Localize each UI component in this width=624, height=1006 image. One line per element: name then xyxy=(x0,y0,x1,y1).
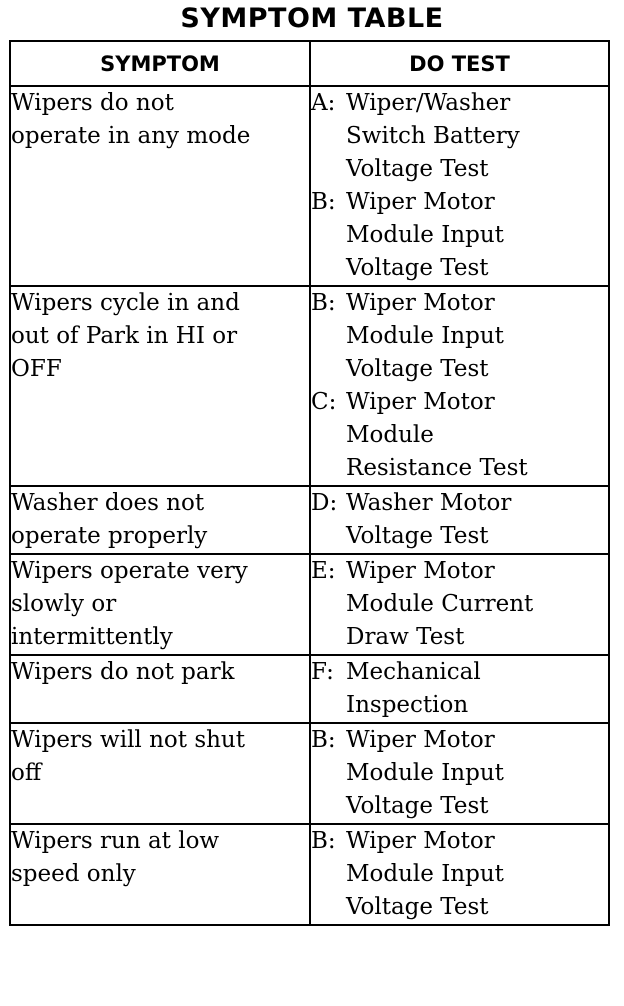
table-row xyxy=(10,486,609,554)
test-letter: A: xyxy=(311,90,336,116)
test-letter: B: xyxy=(311,828,336,854)
table-row xyxy=(10,655,609,723)
test-letter: B: xyxy=(311,290,336,316)
table-body xyxy=(10,86,609,925)
column-header-do-test: DO TEST xyxy=(310,41,609,86)
do-test-cell xyxy=(310,655,609,723)
symptom-cell xyxy=(10,486,310,554)
symptom-cell xyxy=(10,723,310,824)
test-name: Wiper Motor Module Current Draw Test xyxy=(346,558,534,650)
test-letter: D: xyxy=(311,490,338,516)
test-name: Wiper Motor Module Input Voltage Test xyxy=(346,189,504,281)
test-item xyxy=(311,656,608,722)
table-title: SYMPTOM TABLE xyxy=(180,3,444,34)
test-name: Wiper Motor Module Input Voltage Test xyxy=(346,290,504,382)
test-item xyxy=(311,724,608,823)
test-name: Mechanical Inspection xyxy=(346,659,481,718)
symptom-text: Wipers run at low speed only xyxy=(11,828,220,887)
symptom-cell xyxy=(10,655,310,723)
symptom-text: Wipers do not operate in any mode xyxy=(11,90,251,149)
do-test-cell xyxy=(310,723,609,824)
symptom-text: Wipers cycle in and out of Park in HI or OFF xyxy=(11,290,240,382)
test-letter: B: xyxy=(311,189,336,215)
test-item xyxy=(311,186,608,285)
do-test-cell xyxy=(310,554,609,655)
test-letter: F: xyxy=(311,659,334,685)
symptom-text: Washer does not operate properly xyxy=(11,490,208,549)
symptom-text: Wipers will not shut off xyxy=(11,727,245,786)
symptom-cell xyxy=(10,554,310,655)
test-name: Wiper Motor Module Input Voltage Test xyxy=(346,727,504,819)
do-test-cell xyxy=(310,486,609,554)
do-test-cell xyxy=(310,286,609,486)
header-row xyxy=(10,41,609,86)
test-name: Washer Motor Voltage Test xyxy=(346,490,512,549)
test-letter: B: xyxy=(311,727,336,753)
table-row xyxy=(10,824,609,925)
test-name: Wiper Motor Module Resistance Test xyxy=(346,389,528,481)
symptom-table xyxy=(9,40,610,926)
symptom-text: Wipers do not park xyxy=(11,659,235,685)
test-item xyxy=(311,87,608,186)
table-row xyxy=(10,86,609,286)
symptom-cell xyxy=(10,86,310,286)
do-test-cell xyxy=(310,86,609,286)
table-row xyxy=(10,286,609,486)
column-header-symptom: SYMPTOM xyxy=(10,41,310,86)
test-item xyxy=(311,487,608,553)
test-item xyxy=(311,825,608,924)
test-item xyxy=(311,386,608,485)
test-item xyxy=(311,287,608,386)
test-item xyxy=(311,555,608,654)
symptom-cell xyxy=(10,286,310,486)
test-letter: C: xyxy=(311,389,337,415)
symptom-cell xyxy=(10,824,310,925)
do-test-cell xyxy=(310,824,609,925)
test-name: Wiper Motor Module Input Voltage Test xyxy=(346,828,504,920)
symptom-text: Wipers operate very slowly or intermittently xyxy=(11,558,248,650)
test-name: Wiper/Washer Switch Battery Voltage Test xyxy=(346,90,520,182)
test-letter: E: xyxy=(311,558,336,584)
table-row xyxy=(10,554,609,655)
table-row xyxy=(10,723,609,824)
